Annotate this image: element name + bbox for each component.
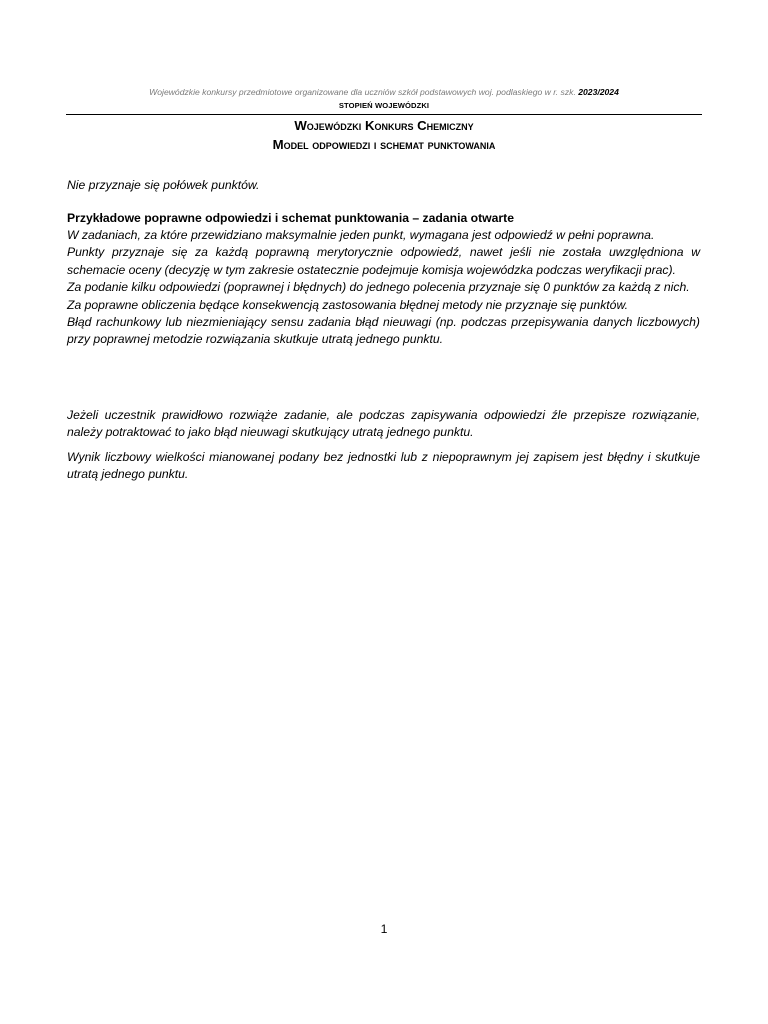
scoring-rule: Za poprawne obliczenia będące konsekwencją zastosowania błędnej metody nie przyznaje się punktów. [67,297,628,312]
units-rule: Wynik liczbowy wielkości mianowanej podany bez jednostki lub z niepoprawnym jej zapisem jest błędny i skutkuje utratą jednego punktu. [67,450,700,482]
scoring-rule: Błąd rachunkowy lub niezmieniający sensu zadania błąd nieuwagi (np. podczas przepisywania danych liczbowych) przy poprawnej metodzie rozwiązania skutkuje utratą jednego punktu. [67,315,700,347]
competition-stage: STOPIEŃ WOJEWÓDZKI [338,101,430,110]
document-title: Wojewódzki Konkurs Chemiczny [294,118,474,133]
header-subtitle-text: Wojewódzkie konkursy przedmiotowe organizowane dla uczniów szkół podstawowych woj. podlaskiego w r. szk. [149,87,576,97]
scoring-rule: W zadaniach, za które przewidziano maksymalnie jeden punkt, wymagana jest odpowiedź w pełni poprawna. [67,228,655,242]
scoring-rule: Punkty przyznaje się za każdą poprawną merytorycznie odpowiedź, nawet jeśli nie została uwzględniona w schemacie oceny (decyzję w tym zakresie ostatecznie podejmuje komisja wojewódzka podczas weryfikacji prac). [67,245,700,277]
rewrite-error-rule: Jeżeli uczestnik prawidłowo rozwiąże zadanie, ale podczas zapisywania odpowiedzi źle przepisze rozwiązanie, należy potraktować to jako błąd nieuwagi skutkujący utratą jednego punktu. [67,408,700,440]
page-number: 1 [380,922,388,936]
section-heading: Przykładowe poprawne odpowiedzi i schemat punktowania – zadania otwarte [67,211,514,225]
no-half-points-note: Nie przyznaje się połówek punktów. [67,178,260,192]
document-subtitle: Model odpowiedzi i schemat punktowania [272,137,496,152]
header-divider [66,114,702,115]
scoring-rules [67,227,700,349]
school-year: 2023/2024 [578,87,619,97]
header-subtitle [66,87,702,97]
scoring-rule: Za podanie kilku odpowiedzi (poprawnej i błędnych) do jednego polecenia przyznaje się 0 punktów za każdą z nich. [67,280,690,295]
